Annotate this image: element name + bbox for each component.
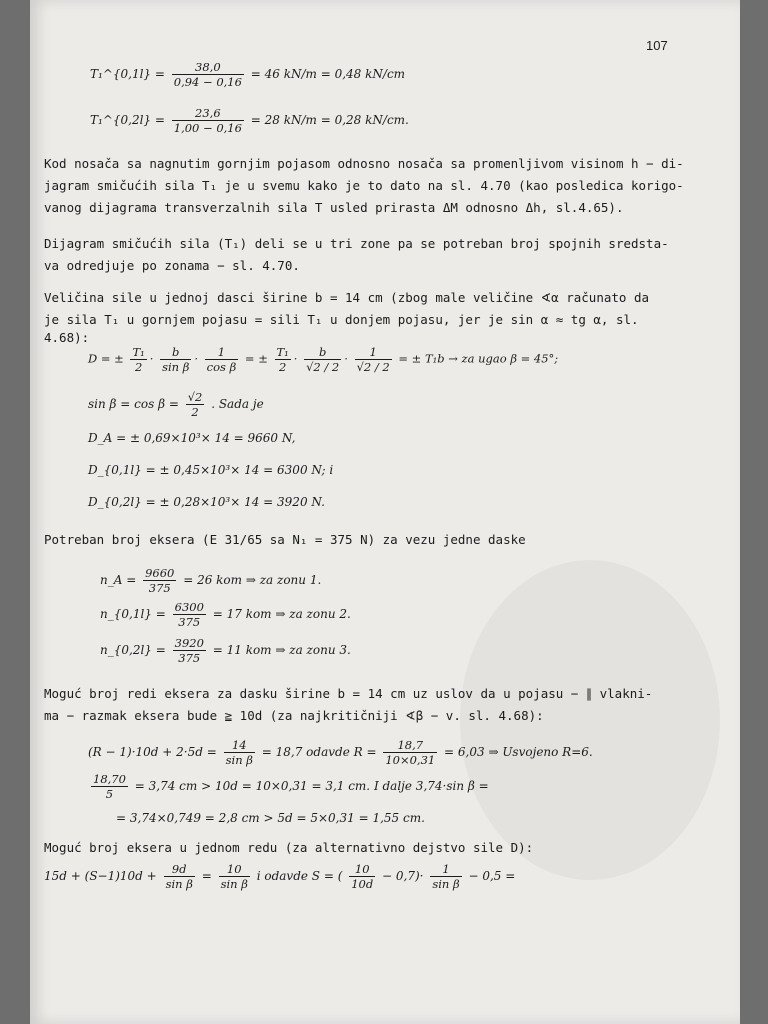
paragraph-line: Moguć broj eksera u jednom redu (za alternativno dejstvo sile D): bbox=[44, 840, 534, 855]
equation-r: (R − 1)·10d + 2·5d = $\frac{14}{\text{sin β}}$ = 18,7 odavde R = $\frac{18,7}{10\times 0,31}$ = 6,03 ⇒ Usvojeno R=6. bbox=[88, 738, 593, 767]
equation-da: D_A = ± 0,69×10³× 14 = 9660 N, bbox=[88, 431, 296, 445]
paragraph-line: 4.68): bbox=[44, 330, 90, 345]
equation-t1-02: T₁^{0,2l} = $\frac{23,6}{1,00 - 0,16}$ = 28 kN/m = 0,28 kN/cm. bbox=[90, 106, 409, 135]
equation-s: 15d + (S−1)10d + $\frac{9d}{\text{sin β}}$ = $\frac{10}{\text{sin β}}$ i odavde S = ( $\frac{10}{10d}$ − 0,7)· $\frac{1}{\text{sin β}}$ − 0,5 = bbox=[44, 862, 516, 891]
equation-sin: sin β = cos β = $\frac{√2}{2}$ . Sada je bbox=[88, 390, 264, 419]
paragraph-line: Kod nosača sa nagnutim gornjim pojasom odnosno nosača sa promenljivom visinom h − di- bbox=[44, 156, 684, 171]
paragraph-line: Potreban broj eksera (E 31/65 sa N₁ = 375 N) za vezu jedne daske bbox=[44, 532, 526, 547]
document-page bbox=[30, 0, 740, 1024]
equation-na: n_A = $\frac{9660}{375}$ = 26 kom ⇒ za zonu 1. bbox=[100, 566, 322, 595]
paragraph-line: jagram smičućih sila T₁ je u svemu kako je to dato na sl. 4.70 (kao posledica korigo- bbox=[44, 178, 684, 193]
equation-n02: n_{0,2l} = $\frac{3920}{375}$ = 11 kom ⇒ za zonu 3. bbox=[100, 636, 351, 665]
paragraph-line: Moguć broj redi eksera za dasku širine b = 14 cm uz uslov da u pojasu − ∥ vlakni- bbox=[44, 686, 653, 701]
equation-d02: D_{0,2l} = ± 0,28×10³× 14 = 3920 N. bbox=[88, 495, 325, 509]
paragraph-line: Veličina sile u jednoj dasci širine b = 14 cm (zbog male veličine ∢α računato da bbox=[44, 290, 649, 305]
page-number: 107 bbox=[646, 38, 668, 53]
equation-spacing-cont: = 3,74×0,749 = 2,8 cm > 5d = 5×0,31 = 1,55 cm. bbox=[116, 811, 425, 825]
paragraph-line: vanog dijagrama transverzalnih sila T usled prirasta ΔM odnosno Δh, sl.4.65). bbox=[44, 200, 624, 215]
paragraph-line: Dijagram smičućih sila (T₁) deli se u tri zone pa se potreban broj spojnih sredsta- bbox=[44, 236, 669, 251]
equation-d01: D_{0,1l} = ± 0,45×10³× 14 = 6300 N; i bbox=[88, 463, 334, 477]
paragraph-line: va odredjuje po zonama − sl. 4.70. bbox=[44, 258, 300, 273]
paragraph-line: ma − razmak eksera bude ≧ 10d (za najkritičniji ∢β − v. sl. 4.68): bbox=[44, 708, 544, 723]
equation-t1-01: T₁^{0,1l} = $\frac{38,0}{0,94 - 0,16}$ = 46 kN/m = 0,48 kN/cm bbox=[90, 60, 406, 89]
equation-d: D = ± $\frac{\text{T₁}}{2}$ · $\frac{b}{\text{sin β}}$ · $\frac{1}{\text{cos β}}$ = ± $\frac{\text{T₁}}{2}$ · $\frac{b}{√2 / 2}$ · $\frac{1}{√2 / 2}$ = ± T₁b → za ugao β = 45°; bbox=[88, 345, 559, 374]
paragraph-line: je sila T₁ u gornjem pojasu = sili T₁ u donjem pojasu, jer je sin α ≈ tg α, sl. bbox=[44, 312, 639, 327]
equation-n01: n_{0,1l} = $\frac{6300}{375}$ = 17 kom ⇒ za zonu 2. bbox=[100, 600, 351, 629]
equation-spacing: $\frac{18,70}{5}$ = 3,74 cm > 10d = 10×0,31 = 3,1 cm. I dalje 3,74·sin β = bbox=[93, 772, 489, 801]
